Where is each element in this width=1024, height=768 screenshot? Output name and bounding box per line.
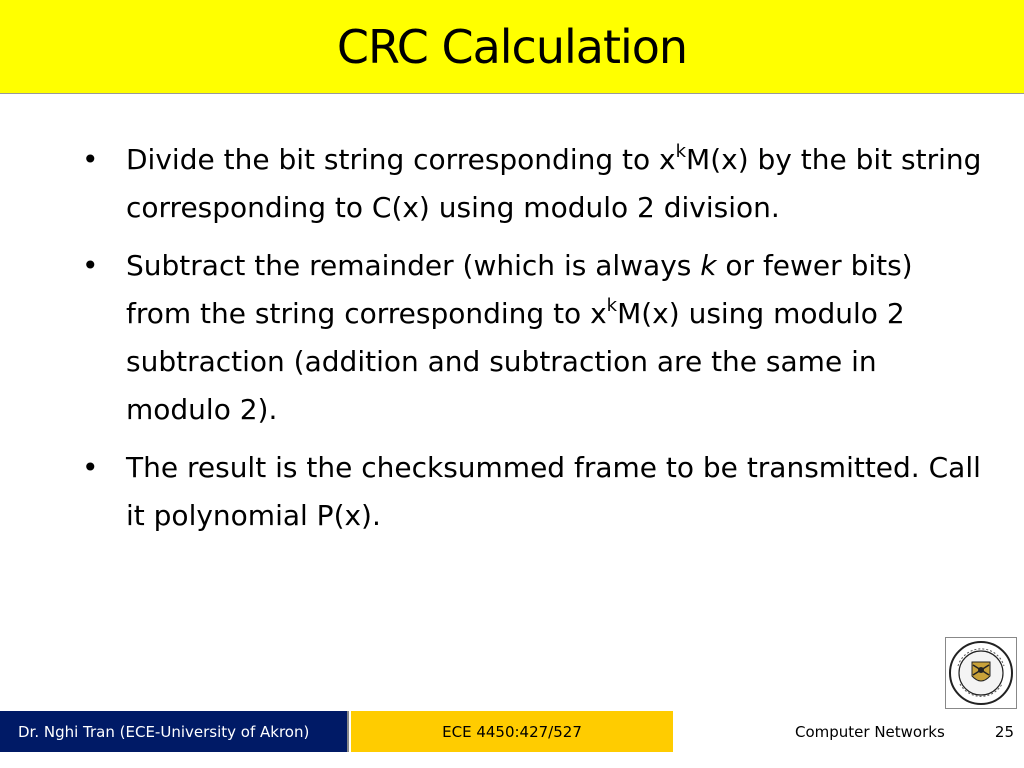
superscript: k [606,295,618,316]
university-seal-logo [945,637,1017,709]
italic-variable: k [700,249,717,282]
bullet-icon: • [82,143,99,176]
bullet-icon: • [82,451,99,484]
bullet-text-post: M(x) using modulo 2 subtraction (addition and subtraction are the same in modulo 2). [126,297,905,426]
footer-right [673,711,1024,752]
bullet-text: The result is the checksummed frame to be transmitted. Call it polynomial P(x). [126,451,981,532]
bullet-text-pre: Subtract the remainder (which is always [126,249,701,282]
footer-course-code: ECE 4450:427/527 [351,711,673,752]
bullet-item [82,136,982,232]
superscript: k [675,141,687,162]
bullet-item [82,444,982,540]
footer-author: Dr. Nghi Tran (ECE-University of Akron) [0,711,349,752]
footer-course-name: Computer Networks [795,723,945,741]
page-number: 25 [994,723,1014,741]
bullet-text-pre: Divide the bit string corresponding to x [126,143,676,176]
bullet-text-post: M(x) by the bit string corresponding to C(x) using modulo 2 division. [126,143,982,224]
title-bar [0,0,1024,94]
bullet-item [82,242,982,434]
slide-title: CRC Calculation [336,19,688,74]
bullet-list [82,136,982,550]
footer [0,711,1024,752]
bullet-icon: • [82,249,99,282]
bullet-text-mid: or fewer bits) from the string corresponding to x [126,249,913,330]
seal-icon [946,638,1016,708]
